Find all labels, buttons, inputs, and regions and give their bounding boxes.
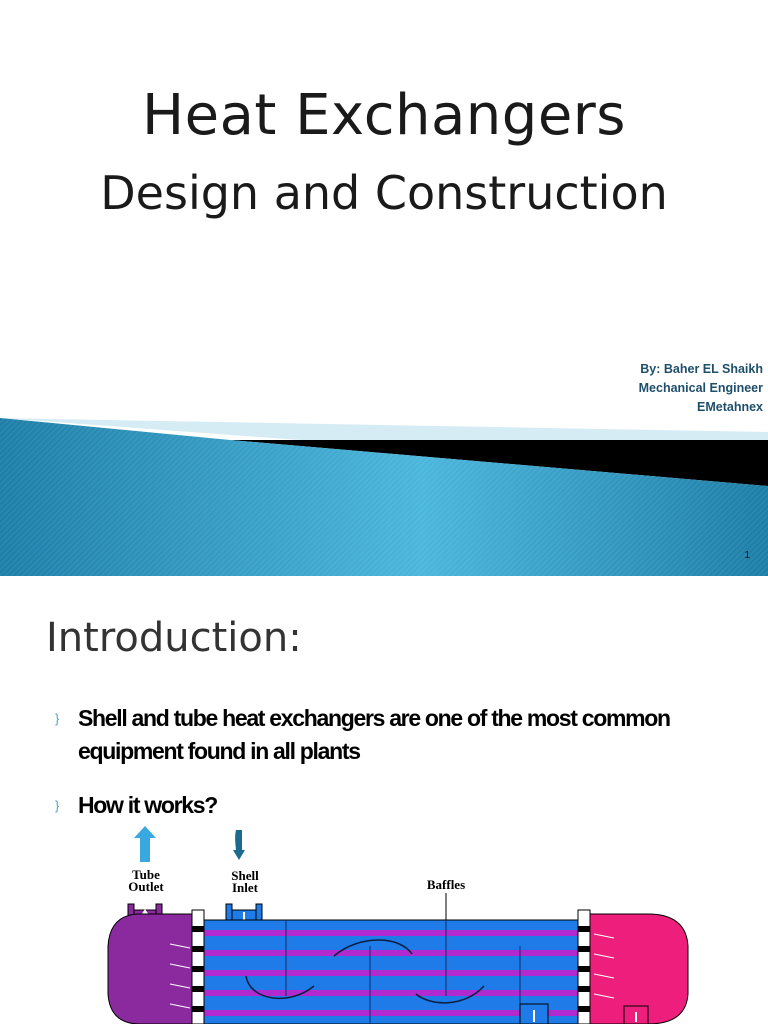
tube-outlet-label: Outlet bbox=[128, 879, 164, 894]
slide-title: Heat Exchangers bbox=[142, 83, 626, 148]
bullet-text: How it works? bbox=[78, 792, 218, 818]
heat-exchanger-diagram bbox=[100, 826, 700, 1024]
introduction-slide bbox=[0, 576, 768, 1024]
shell-inlet-label: Shell bbox=[231, 868, 259, 883]
tube-outlet-head bbox=[108, 914, 196, 1024]
tube-outlet-arrow-icon bbox=[134, 826, 156, 862]
bullet-text: Shell and tube heat exchangers are one of the most common equipment found in all plants bbox=[78, 705, 670, 764]
bullet-marker: } bbox=[55, 711, 60, 726]
author-role: Mechanical Engineer bbox=[638, 381, 763, 395]
decorative-banner bbox=[0, 410, 768, 576]
shell-outlet-nozzle bbox=[520, 1004, 548, 1024]
bullet-marker: } bbox=[55, 798, 60, 813]
tube-outlet-label: Tube bbox=[132, 867, 160, 882]
shell-inlet-label: Inlet bbox=[232, 880, 258, 895]
author-name: By: Baher EL Shaikh bbox=[640, 362, 763, 376]
bullet-item bbox=[55, 702, 745, 768]
author-company: EMetahnex bbox=[697, 400, 763, 414]
tube-inlet-nozzle bbox=[624, 1006, 648, 1024]
author-block bbox=[639, 360, 763, 417]
slide-number: 1 bbox=[744, 550, 750, 561]
slide-heading: Introduction: bbox=[46, 615, 302, 661]
right-tube-sheet bbox=[578, 910, 590, 1024]
left-tube-sheet bbox=[192, 910, 204, 1024]
baffles-label: Baffles bbox=[426, 877, 466, 892]
bullet-item bbox=[55, 789, 745, 822]
shell-inlet-arrow-icon bbox=[233, 830, 245, 860]
slide-subtitle: Design and Construction bbox=[100, 166, 668, 220]
